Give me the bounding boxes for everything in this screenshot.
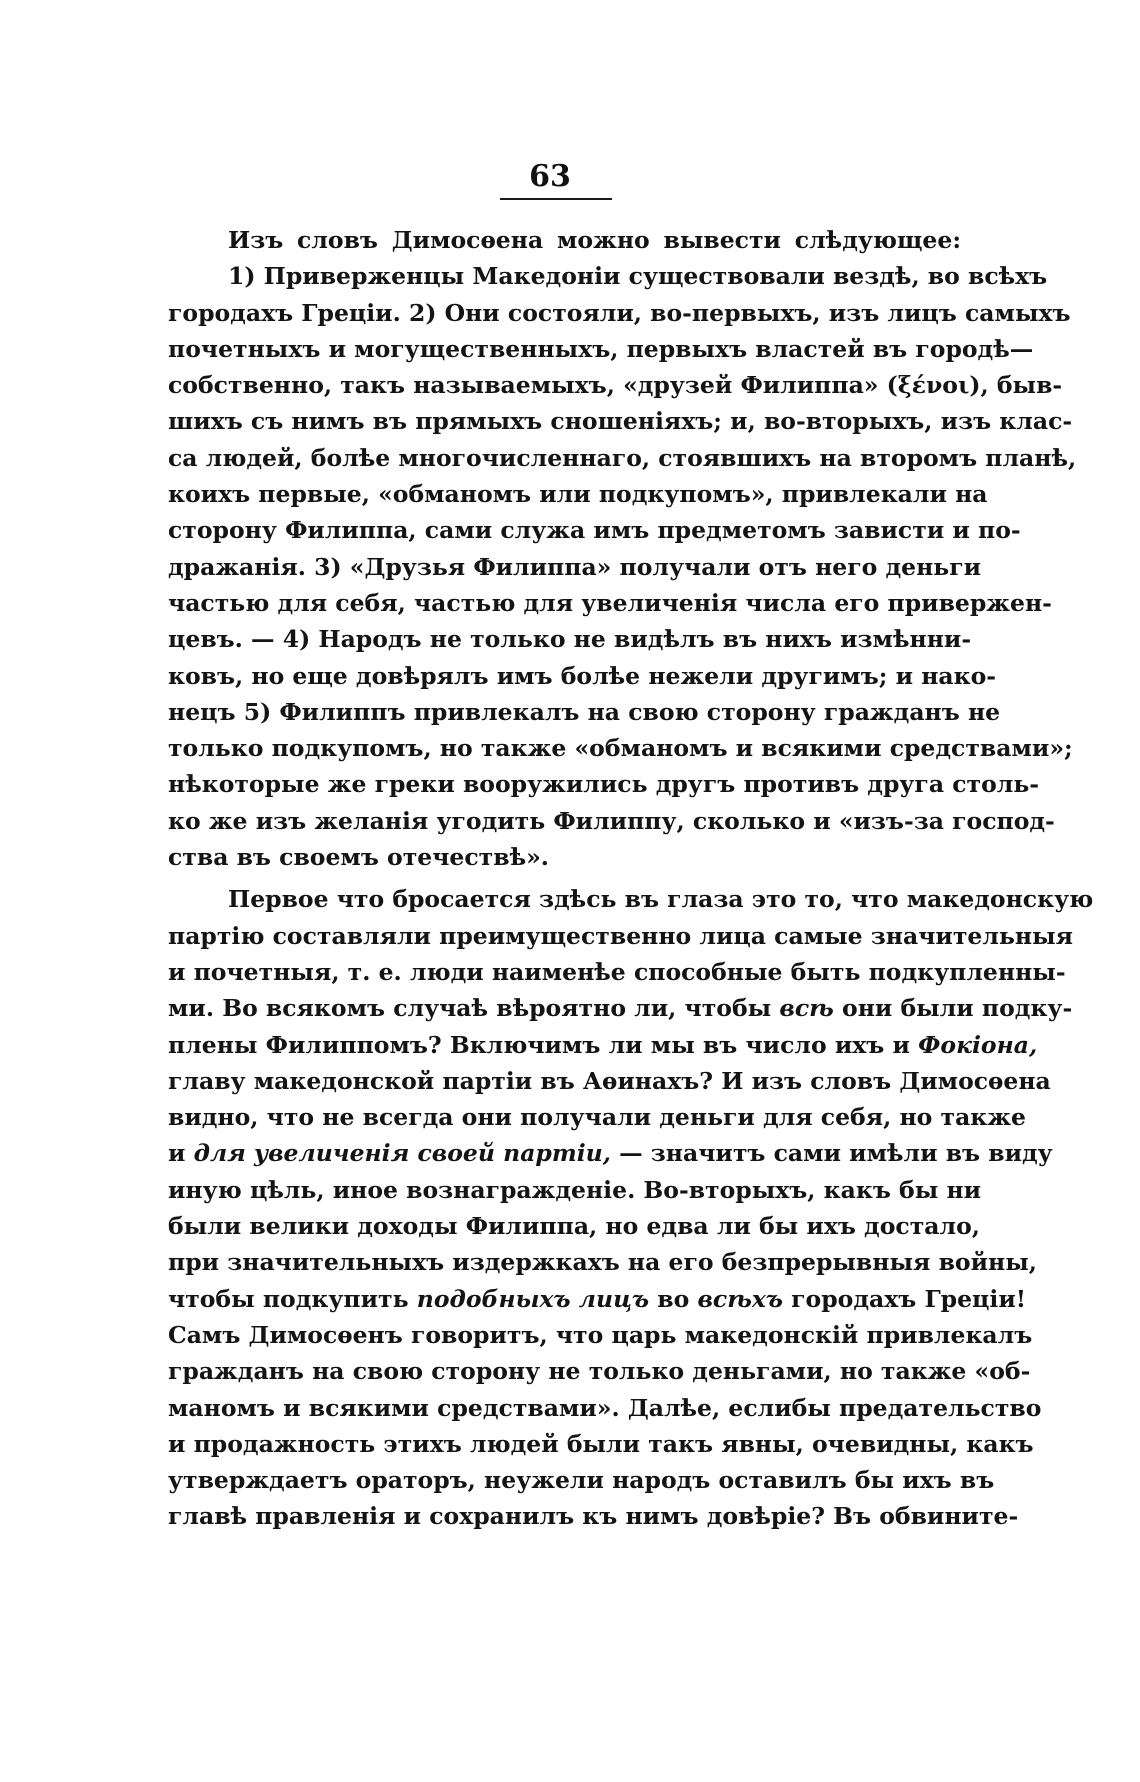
text-run: они были подку- bbox=[842, 994, 1073, 1023]
italic-run: всѣ bbox=[779, 994, 834, 1023]
text-line: ства въ своемъ отечествѣ». bbox=[168, 843, 549, 872]
text-line: 1) Приверженцы Македоніи существовали вездѣ, во всѣхъ bbox=[228, 262, 1048, 291]
text-line: маномъ и всякими средствами». Далѣе, еслибы предательство bbox=[168, 1393, 1042, 1422]
text-line: нѣкоторые же греки вооружились другъ противъ друга столь- bbox=[168, 770, 1040, 799]
text-line: цевъ. — 4) Народъ не только не видѣлъ въ нихъ измѣнни- bbox=[168, 625, 972, 654]
text-line: коихъ первые, «обманомъ или подкупомъ», привлекали на bbox=[168, 480, 988, 509]
text-line bbox=[168, 990, 1073, 1026]
text-line: Самъ Димосѳенъ говоритъ, что царь македонскій привлекалъ bbox=[168, 1320, 1033, 1349]
text-run: ми. Во всякомъ случаѣ вѣроятно ли, чтобы bbox=[168, 994, 772, 1023]
text-line: при значительныхъ издержкахъ на его безпрерывныя войны, bbox=[168, 1248, 1037, 1277]
text-line: собственно, такъ называемыхъ, «друзей Филиппа» (ξένοι), быв- bbox=[168, 371, 1063, 400]
text-line: были велики доходы Филиппа, но едва ли бы ихъ достало, bbox=[168, 1212, 980, 1241]
text-run: городахъ Греціи! bbox=[791, 1284, 1027, 1313]
paragraph-1 bbox=[168, 222, 1077, 875]
text-line: и продажность этихъ людей были такъ явны, очевидны, какъ bbox=[168, 1429, 1034, 1458]
text-line: иную цѣль, иное вознагражденіе. Во-вторыхъ, какъ бы ни bbox=[168, 1175, 982, 1204]
text-line: частью для себя, частью для увеличенія числа его привержен- bbox=[168, 588, 1052, 617]
italic-run: всѣхъ bbox=[697, 1284, 783, 1313]
text-line: ковъ, но еще довѣрялъ имъ болѣе нежели другимъ; и нако- bbox=[168, 661, 997, 690]
italic-run: для увеличенія своей партіи, bbox=[193, 1139, 611, 1168]
text-run: — значитъ сами имѣли въ виду bbox=[619, 1139, 1053, 1168]
text-line: утверждаетъ ораторъ, неужели народъ оставилъ бы ихъ въ bbox=[168, 1466, 995, 1495]
text-run: чтобы подкупить bbox=[168, 1284, 409, 1313]
text-line: сторону Филиппа, сами служа имъ предметомъ зависти и по- bbox=[168, 516, 1021, 545]
text-line: партію составляли преимущественно лица самые значительныя bbox=[168, 921, 1074, 950]
text-line: почетныхъ и могущественныхъ, первыхъ властей въ городѣ— bbox=[168, 334, 1034, 363]
text-line: главѣ правленія и сохранилъ къ нимъ довѣріе? Въ обвините- bbox=[168, 1502, 1019, 1531]
text-line: главу македонской партіи въ Аѳинахъ? И изъ словъ Димосѳена bbox=[168, 1066, 1051, 1095]
text-run: во bbox=[657, 1284, 690, 1313]
text-line bbox=[168, 1027, 1038, 1063]
text-line bbox=[168, 1135, 1053, 1171]
page-number-rule bbox=[500, 198, 612, 200]
text-line: и почетныя, т. е. люди наименѣе способные быть подкупленны- bbox=[168, 957, 1066, 986]
text-line bbox=[168, 1281, 1027, 1317]
body-text bbox=[168, 222, 1094, 1535]
italic-run: подобныхъ лицъ bbox=[416, 1284, 650, 1313]
text-line: дражанія. 3) «Друзья Филиппа» получали отъ него деньги bbox=[168, 552, 982, 581]
paragraph-2 bbox=[168, 881, 1094, 1534]
text-run: плены Филиппомъ? Включимъ ли мы въ число ихъ и bbox=[168, 1030, 910, 1059]
text-line: Изъ словъ Димосѳена можно вывести слѣдующее: bbox=[228, 226, 961, 254]
text-line: городахъ Греціи. 2) Они состояли, во-первыхъ, изъ лицъ самыхъ bbox=[168, 298, 1071, 327]
text-run: и bbox=[168, 1139, 186, 1168]
italic-run: Фокіона, bbox=[918, 1030, 1038, 1059]
text-line: са людей, болѣе многочисленнаго, стоявшихъ на второмъ планѣ, bbox=[168, 443, 1077, 472]
text-line: гражданъ на свою сторону не только деньгами, но также «об- bbox=[168, 1357, 1031, 1386]
page-number: 63 bbox=[529, 159, 571, 194]
text-line: Первое что бросается здѣсь въ глаза это то, что македонскую bbox=[228, 885, 1094, 914]
text-line: ко же изъ желанія угодить Филиппу, сколько и «изъ-за господ- bbox=[168, 806, 1055, 835]
text-line: нецъ 5) Филиппъ привлекалъ на свою сторону гражданъ не bbox=[168, 697, 1001, 726]
text-line: шихъ съ нимъ въ прямыхъ сношеніяхъ; и, во-вторыхъ, изъ клас- bbox=[168, 407, 1073, 436]
text-line: видно, что не всегда они получали деньги для себя, но также bbox=[168, 1103, 1026, 1132]
text-line: только подкупомъ, но также «обманомъ и всякими средствами»; bbox=[168, 734, 1073, 763]
